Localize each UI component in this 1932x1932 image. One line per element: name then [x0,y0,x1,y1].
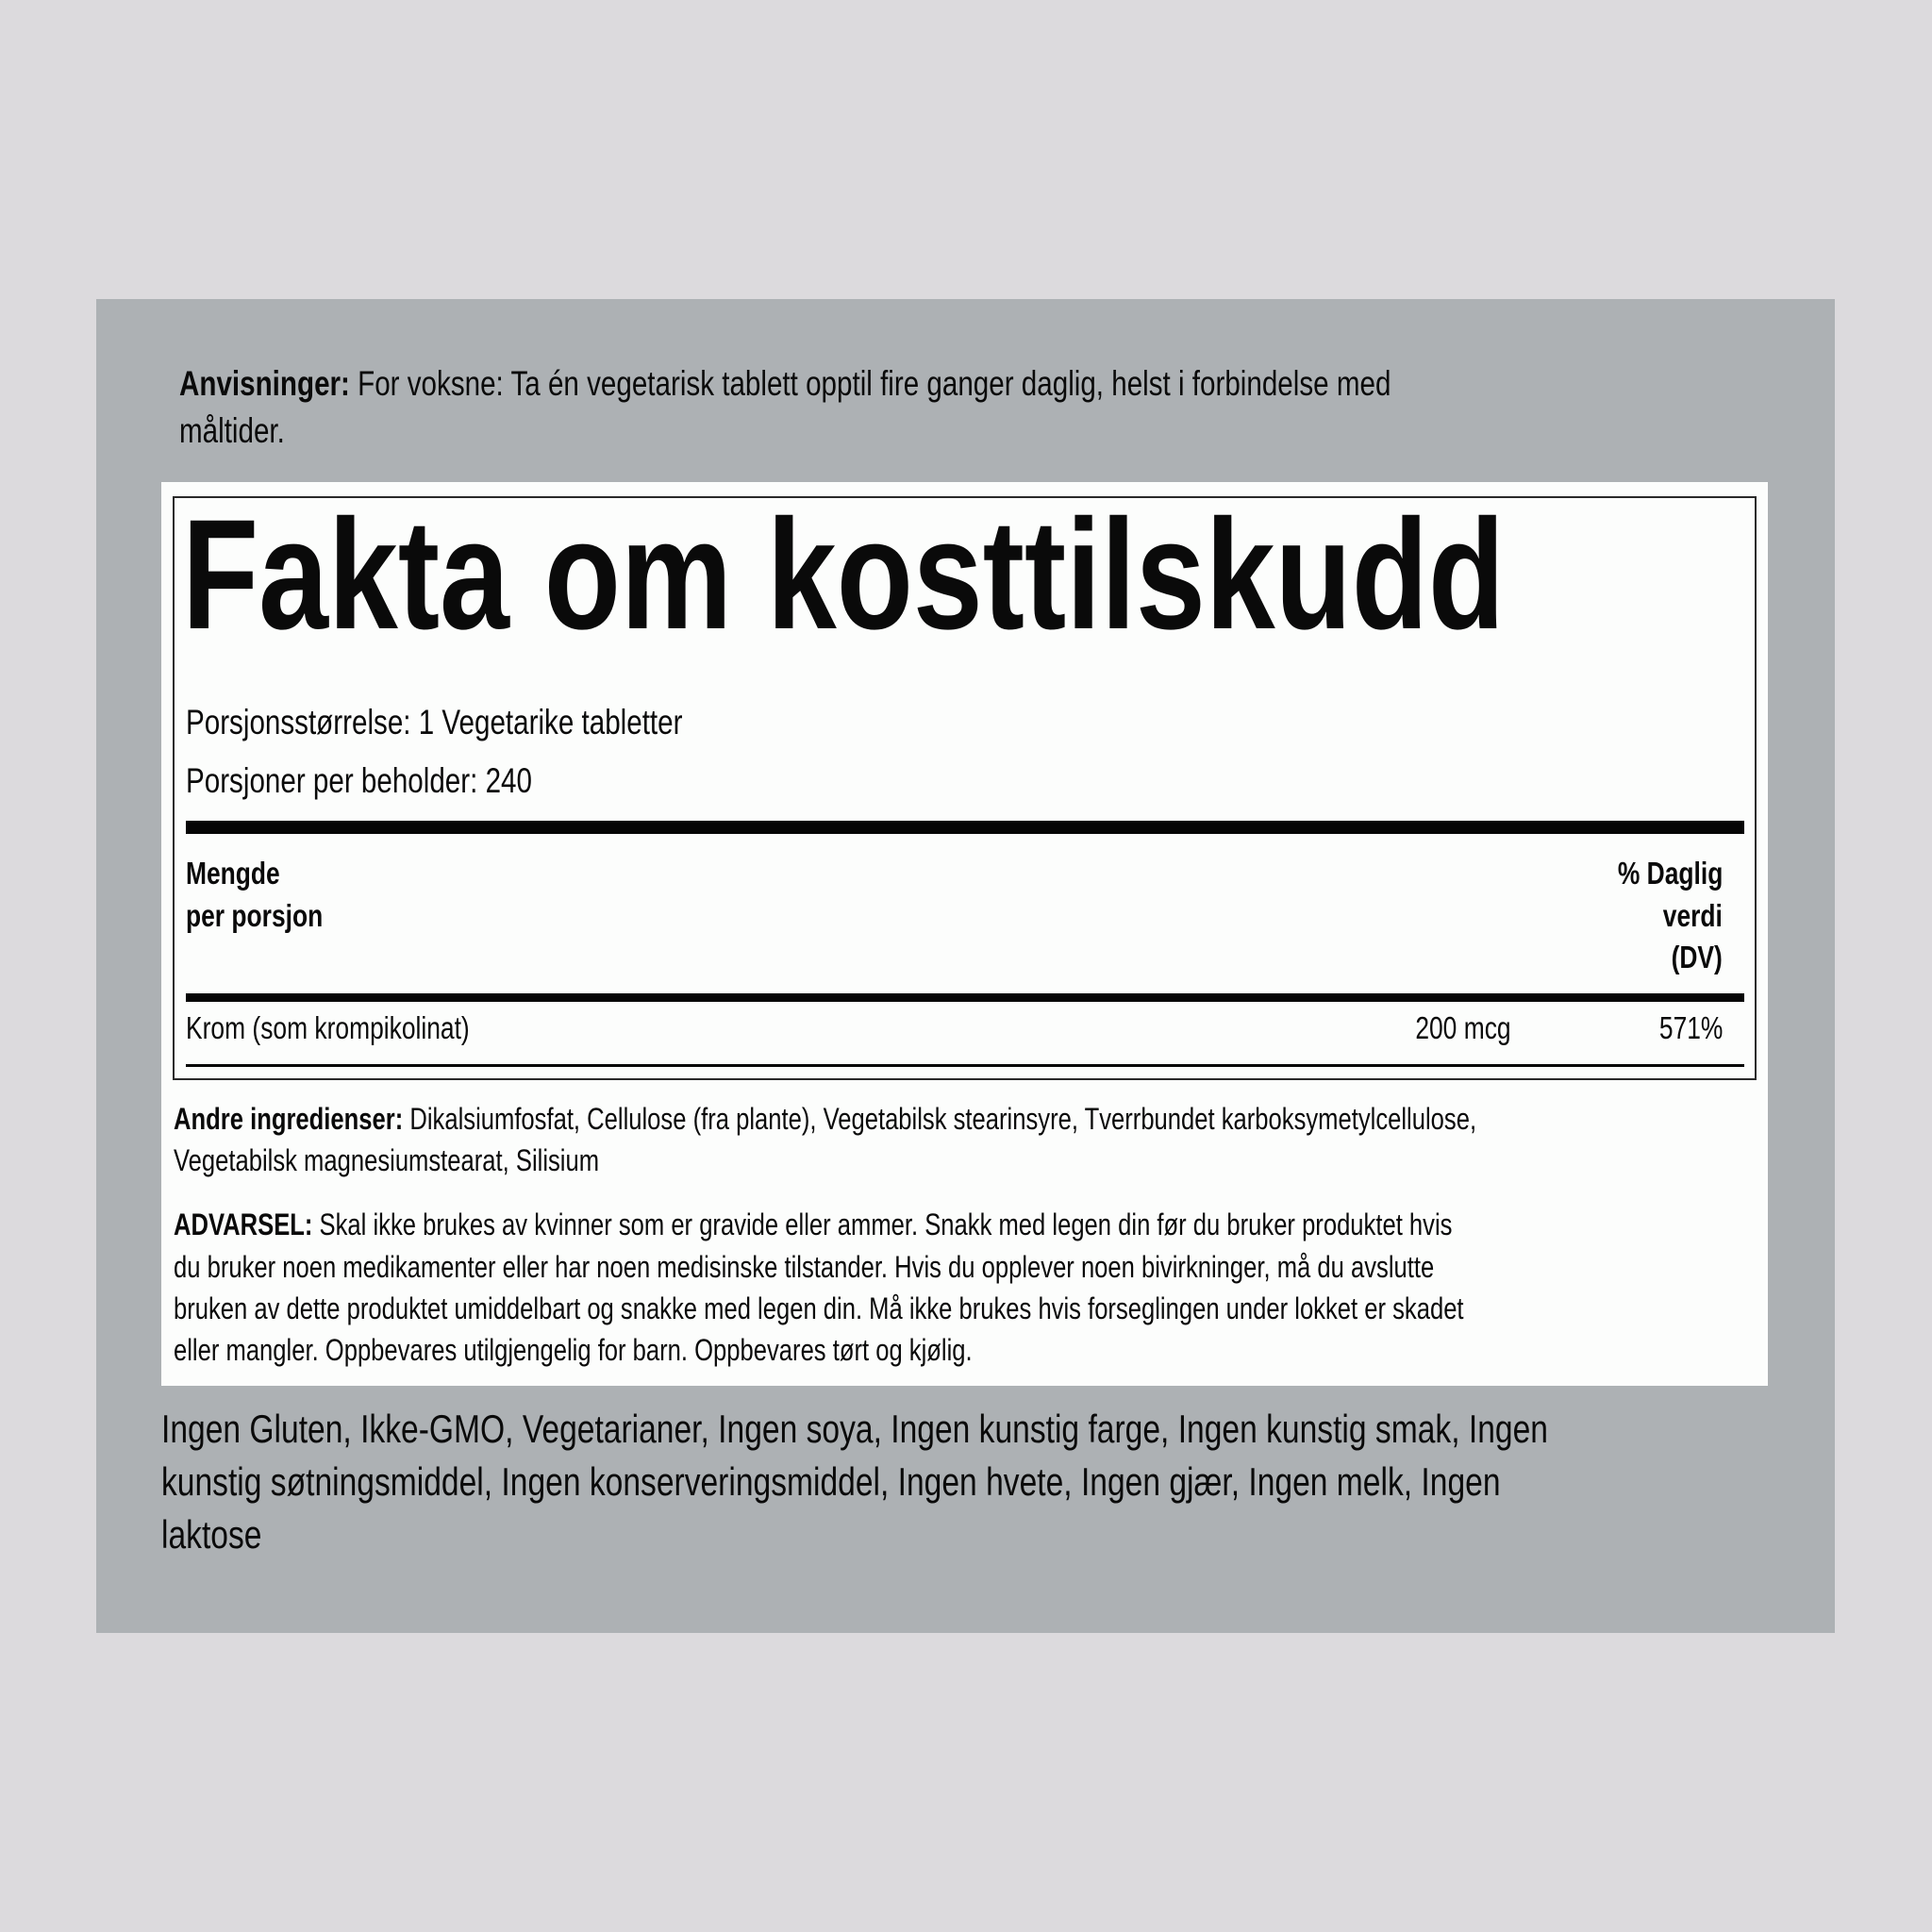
supplement-facts-title: Fakta om kosttilskudd [182,488,1506,662]
claims-line-1: Ingen Gluten, Ikke-GMO, Vegetarianer, Ingen soya, Ingen kunstig farge, Ingen kunstig smak, Ingen [161,1407,1548,1451]
warning-line-1 [174,1205,1452,1244]
warning-line-3: bruken av dette produktet umiddelbart og snakke med legen din. Må ikke brukes hvis forseglingen under lokket er skadet [174,1291,1464,1325]
other-ingredients-text-1: Dikalsiumfosfat, Cellulose (fra plante), Vegetabilsk stearinsyre, Tverrbundet karboksymetylcellulose, [403,1102,1477,1136]
directions-label: Anvisninger: [179,364,350,403]
claims-line-2: kunstig søtningsmiddel, Ingen konserveringsmiddel, Ingen hvete, Ingen gjær, Ingen melk, Ingen [161,1459,1501,1504]
warning-label: ADVARSEL: [174,1208,313,1241]
thick-divider-2 [186,993,1744,1002]
warning-line-4: eller mangler. Oppbevares utilgjengelig for barn. Oppbevares tørt og kjølig. [174,1333,973,1367]
directions-line-1 [179,364,1391,404]
nutrient-name: Krom (som krompikolinat) [186,1010,470,1045]
directions-line-2: måltider. [179,411,285,450]
other-ingredients-label: Andre ingredienser: [174,1102,404,1136]
claims-line-3: laktose [161,1512,262,1557]
other-ingredients-line-1 [174,1099,1476,1139]
nutrient-amount: 200 mcg [1415,1010,1511,1045]
directions-text-1: For voksne: Ta én vegetarisk tablett opptil fire ganger daglig, helst i forbindelse med [349,364,1391,403]
other-ingredients-line-2: Vegetabilsk magnesiumstearat, Silisium [174,1143,600,1177]
header-dv-line-3: (DV) [1671,940,1723,974]
serving-size: Porsjonsstørrelse: 1 Vegetarike tabletter [186,703,683,741]
thin-divider [186,1064,1744,1067]
header-dv-line-1: % Daglig [1617,856,1723,891]
header-dv-line-2: verdi [1662,898,1723,933]
nutrient-daily-value: 571% [1658,1010,1723,1045]
header-amount-line-2: per porsjon [186,898,324,933]
header-amount-line-1: Mengde [186,856,280,891]
warning-text-1: Skal ikke brukes av kvinner som er gravide eller ammer. Snakk med legen din før du bruker produktet hvis [312,1208,1453,1241]
thick-divider-1 [186,821,1744,834]
warning-line-2: du bruker noen medikamenter eller har noen medisinske tilstander. Hvis du opplever noen bivirkninger, må du avslutte [174,1250,1435,1284]
servings-per-container: Porsjoner per beholder: 240 [186,761,532,800]
